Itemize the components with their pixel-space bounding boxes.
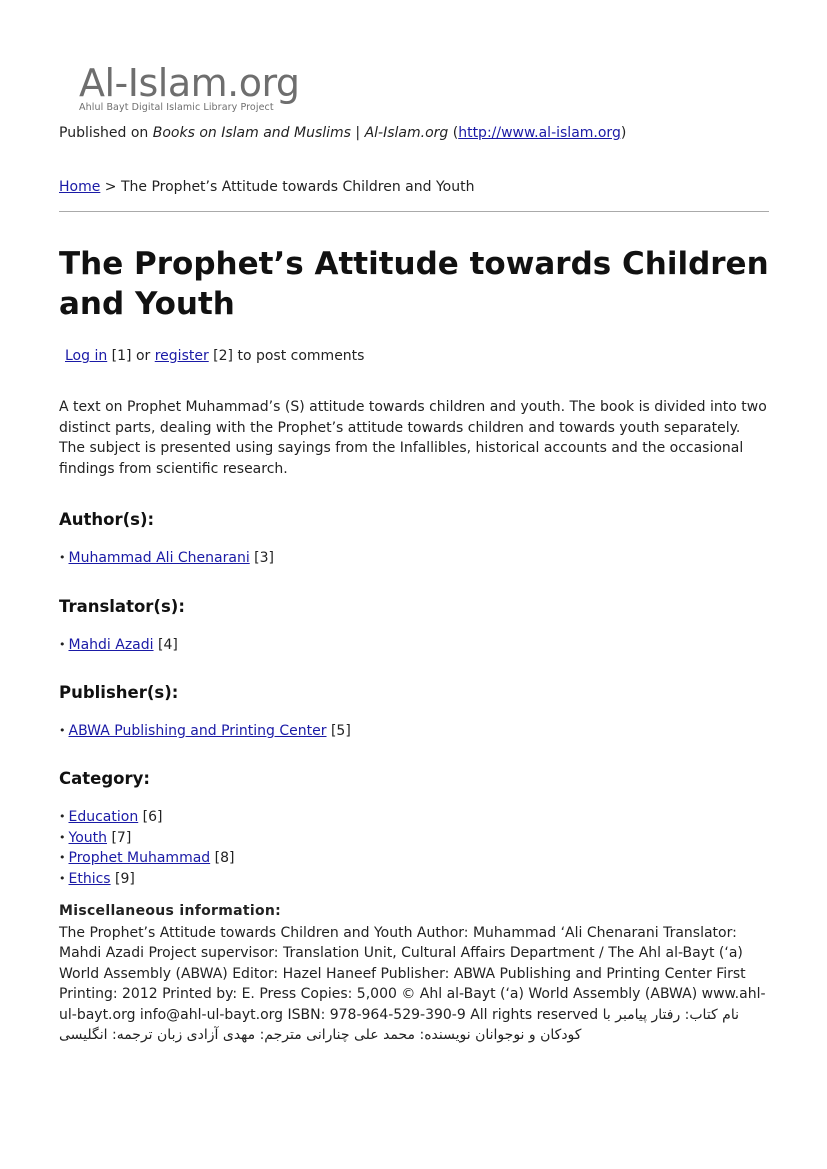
authors-list <box>59 548 274 569</box>
category-heading: Category: <box>59 769 150 788</box>
item-ref: [3] <box>249 550 274 566</box>
item-ref: [8] <box>210 850 235 866</box>
publishers-list <box>59 721 351 742</box>
author-link[interactable]: Muhammad Ali Chenarani <box>68 550 250 566</box>
register-link[interactable]: register <box>154 348 209 364</box>
list-item <box>59 848 234 869</box>
login-link[interactable]: Log in <box>65 348 108 364</box>
list-item <box>59 635 178 656</box>
translators-heading: Translator(s): <box>59 597 185 616</box>
publisher-link[interactable]: ABWA Publishing and Printing Center <box>68 723 327 739</box>
category-link-youth[interactable]: Youth <box>68 829 107 846</box>
list-item <box>59 721 351 742</box>
breadcrumb-home-link[interactable]: Home <box>59 179 101 195</box>
comment-prompt <box>65 348 364 364</box>
category-list <box>59 807 234 889</box>
item-ref: [5] <box>326 723 351 739</box>
list-item <box>59 828 234 849</box>
published-prefix: Published on <box>59 125 153 141</box>
logo-tagline: Ahlul Bayt Digital Islamic Library Project <box>79 102 274 113</box>
divider <box>59 211 769 212</box>
misc-text-english: The Prophet’s Attitude towards Children and Youth Author: Muhammad ‘Ali Chenarani Translator: Mahdi Azadi Project supervisor: Translation Unit, Cultural Affairs Department / The Ahl al-Bayt (‘a) World Assembly (ABWA) Editor: Hazel Haneef Publisher: ABWA Publishing and Printing Center First Printing: 2012 Printed by: E. Press Copies: 5,000 © Ahl al-Bayt (‘a) World Assembly (ABWA) www.ahl-ul-bayt.org info@ahl-ul-bayt.org ISBN: 978-964-529-390-9 All rights reserved <box>59 925 766 1023</box>
breadcrumb-separator: > <box>100 179 121 195</box>
site-url-link[interactable]: http://www.al-islam.org <box>458 125 621 141</box>
site-logo[interactable] <box>79 61 300 120</box>
translators-list <box>59 635 178 656</box>
misc-info <box>59 923 769 1045</box>
published-site: Books on Islam and Muslims | Al-Islam.org <box>152 125 449 141</box>
list-item <box>59 807 234 828</box>
publishers-heading: Publisher(s): <box>59 683 179 702</box>
book-description: A text on Prophet Muhammad’s (S) attitude towards children and youth. The book is divided into two distinct parts, dealing with the Prophet’s attitude towards children and towards youth separately. The subject is presented using sayings from the Infallibles, historical accounts and the occasional findings from scientific research. <box>59 399 767 477</box>
item-ref: [9] <box>110 870 135 887</box>
published-url-close: ) <box>620 125 627 141</box>
category-link-prophet-muhammad[interactable]: Prophet Muhammad <box>68 850 211 866</box>
breadcrumb <box>59 179 474 195</box>
category-link-ethics[interactable]: Ethics <box>68 870 111 887</box>
published-url-open: ( <box>448 125 459 141</box>
list-item <box>59 548 274 569</box>
published-line <box>59 125 626 141</box>
breadcrumb-current: The Prophet’s Attitude towards Children and Youth <box>120 179 475 195</box>
category-link-education[interactable]: Education <box>68 809 139 825</box>
register-ref: [2] to post comments <box>208 348 365 364</box>
item-ref: [4] <box>153 637 178 653</box>
item-ref: [7] <box>107 829 132 846</box>
translator-link[interactable]: Mahdi Azadi <box>68 637 154 653</box>
misc-text-persian: نام کتاب: رفتار پیامبر با کودکان و نوجوانان نویسنده: محمد علی چنارانی مترجم: مهدی آزادی زبان ترجمه: انگلیسی <box>59 1006 739 1044</box>
item-ref: [6] <box>138 809 163 825</box>
misc-heading: Miscellaneous information: <box>59 903 282 919</box>
page-title: The Prophet’s Attitude towards Children and Youth <box>59 246 769 322</box>
authors-heading: Author(s): <box>59 510 155 529</box>
logo-text: Al-Islam.org <box>79 61 300 105</box>
login-ref: [1] or <box>107 348 155 364</box>
list-item <box>59 869 234 890</box>
